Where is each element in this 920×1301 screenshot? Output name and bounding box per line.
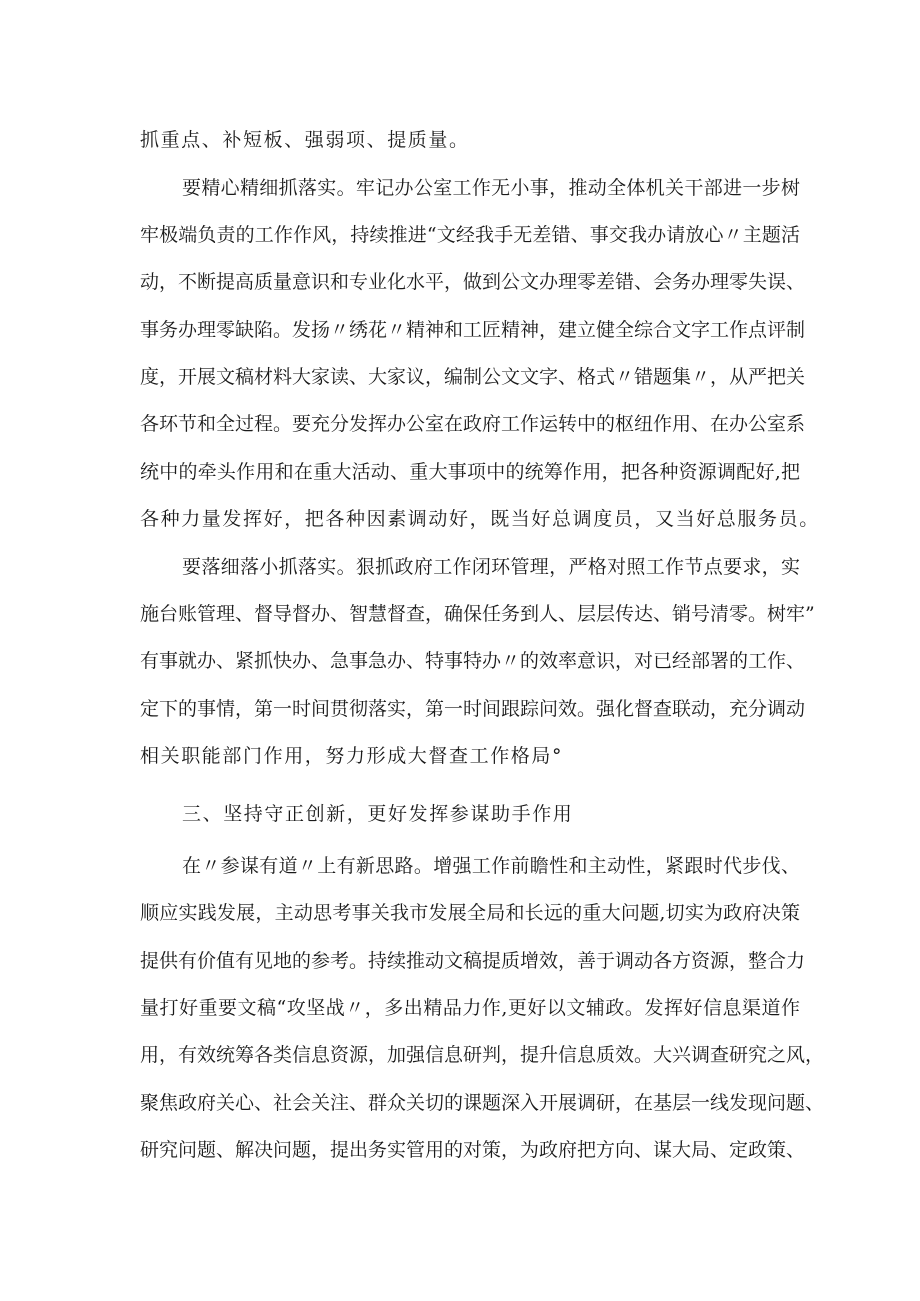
paragraph-2-line-3: 动，不断提高质量意识和专业化水平，做到公文办理零差错、会务办理零失误、 — [140, 271, 806, 293]
section-heading-3: 三、坚持守正创新，更好发挥参谋助手作用 — [182, 803, 574, 825]
paragraph-2-line-2: 牢极端负责的工作作风，持续推进“文经我手无差错、事交我办请放心〃主题活 — [140, 224, 800, 246]
paragraph-4-line-2: 顺应实践发展，主动思考事关我市发展全局和长远的重大问题,切实为政府决策 — [140, 902, 800, 924]
paragraph-3-line-2: 施台账管理、督导督办、智慧督查，确保任务到人、层层传达、销号清零。树牢” — [140, 603, 815, 625]
paragraph-4-line-6: 聚焦政府关心、社会关注、群众关切的课题深入开展调研，在基层一线发现问题、 — [140, 1092, 825, 1114]
paragraph-3-line-1: 要落细落小抓落实。狠抓政府工作闭环管理，严格对照工作节点要求，实 — [182, 556, 800, 578]
paragraph-2-line-7: 统中的牵头作用和在重大活动、重大事项中的统筹作用，把各种资源调配好,把 — [140, 461, 800, 483]
paragraph-4-line-7: 研究问题、解决问题，提出务实管用的对策，为政府把方向、谋大局、定政策、 — [140, 1139, 806, 1161]
paragraph-2-line-4: 事务办理零缺陷。发扬〃绣花〃精神和工匠精神，建立健全综合文字工作点评制 — [140, 319, 806, 341]
paragraph-3-line-3: 有事就办、紧抓快办、急事急办、特事特办〃的效率意识，对已经部署的工作、 — [140, 650, 806, 672]
paragraph-4-line-4: 量打好重要文稿“攻坚战〃，多出精品力作,更好以文辅政。发挥好信息渠道作 — [140, 997, 800, 1019]
paragraph-4-line-5: 用，有效统筹各类信息资源，加强信息研判，提升信息质效。大兴调查研究之风， — [140, 1044, 825, 1066]
paragraph-3-line-5: 相关职能部门作用，努力形成大督查工作格局° — [140, 745, 564, 767]
paragraph-3-line-4: 定下的事情，第一时间贯彻落实，第一时间跟踪问效。强化督查联动，充分调动 — [140, 698, 806, 720]
paragraph-2-line-1: 要精心精细抓落实。牢记办公室工作无小事，推动全体机关干部进一步树 — [182, 177, 800, 199]
paragraph-4-line-1: 在〃参谋有道〃上有新思路。增强工作前瞻性和主动性，紧跟时代步伐、 — [182, 855, 800, 877]
paragraph-2-line-6: 各环节和全过程。要充分发挥办公室在政府工作运转中的枢纽作用、在办公室系 — [140, 413, 806, 435]
paragraph-1-line-1: 抓重点、补短板、强弱项、提质量。 — [140, 129, 470, 151]
paragraph-4-line-3: 提供有价值有见地的参考。持续推动文稿提质增效，善于调动各方资源，整合力 — [140, 950, 806, 972]
paragraph-2-line-5: 度，开展文稿材料大家读、大家议，编制公文文字、格式〃错题集〃，从严把关 — [140, 366, 806, 388]
paragraph-2-line-8: 各种力量发挥好，把各种因素调动好，既当好总调度员，又当好总服务员。 — [140, 508, 820, 530]
